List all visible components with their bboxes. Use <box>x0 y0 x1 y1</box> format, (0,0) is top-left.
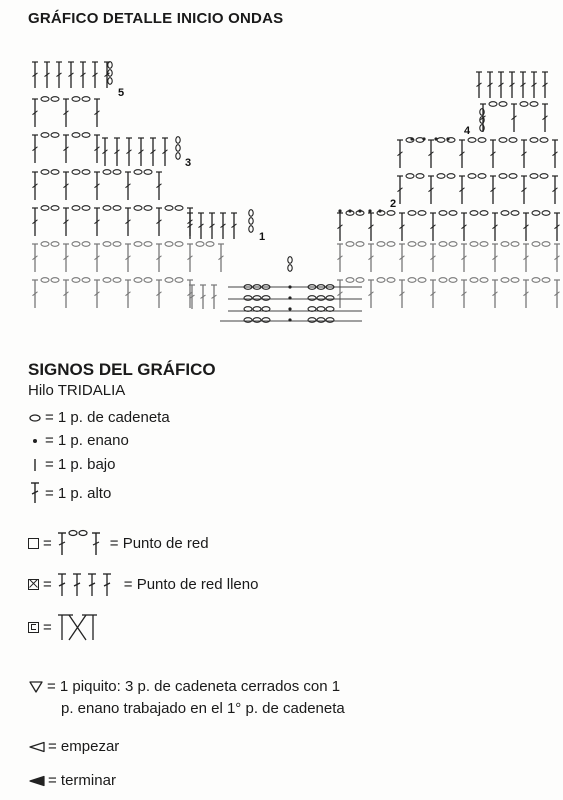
chain-stitch <box>41 206 49 211</box>
slip-stitch <box>288 285 291 288</box>
row-label-5: 5 <box>118 87 125 99</box>
chain-stitch <box>72 206 80 211</box>
chain-stitch <box>308 318 316 323</box>
chain-stitch <box>317 296 325 301</box>
chain-stitch <box>520 102 528 107</box>
legend-item-crossed-stitch <box>28 612 100 642</box>
chain-icon <box>28 413 42 423</box>
chain-stitch <box>51 97 59 102</box>
chain-stitch <box>82 170 90 175</box>
chain-stitch <box>408 211 416 216</box>
legend-item-double-crochet <box>28 482 111 504</box>
chain-stitch <box>356 278 364 283</box>
chain-stitch <box>308 296 316 301</box>
chain-stitch <box>175 206 183 211</box>
chain-stitch <box>41 133 49 138</box>
legend-item-start <box>28 738 119 755</box>
legend-item-open-mesh <box>28 529 209 557</box>
chain-stitch <box>387 211 395 216</box>
chain-stitch <box>356 242 364 247</box>
legend-text: = empezar <box>48 738 120 755</box>
chain-stitch <box>262 296 270 301</box>
chain-stitch <box>499 174 507 179</box>
crossed-stitch-icon <box>56 612 100 642</box>
legend-item-end <box>28 772 116 789</box>
chain-stitch <box>532 242 540 247</box>
legend-subtitle: Hilo TRIDALIA <box>28 382 126 399</box>
legend-item-filled-mesh <box>28 570 258 598</box>
chain-stitch <box>41 170 49 175</box>
legend-item-picot <box>28 676 345 720</box>
chain-stitch <box>447 174 455 179</box>
chain-stitch <box>103 170 111 175</box>
chain-stitch <box>244 318 252 323</box>
chain-stitch <box>144 170 152 175</box>
chain-stitch <box>540 174 548 179</box>
chain-stitch <box>530 102 538 107</box>
chain-stitch <box>480 211 488 216</box>
chain-stitch <box>439 211 447 216</box>
chain-stitch <box>449 278 457 283</box>
filled-mesh-icon <box>56 570 118 598</box>
chain-stitch <box>542 242 550 247</box>
chain-stitch <box>532 211 540 216</box>
chain-stitch <box>418 242 426 247</box>
open-mesh-icon <box>56 529 104 557</box>
chain-stitch <box>206 242 214 247</box>
chain-stitch <box>530 174 538 179</box>
chain-stitch <box>542 211 550 216</box>
chain-stitch <box>509 174 517 179</box>
chain-stitch <box>41 278 49 283</box>
chain-stitch <box>387 242 395 247</box>
chain-stitch <box>439 242 447 247</box>
single-crochet-icon <box>28 457 42 473</box>
chain-stitch <box>326 318 334 323</box>
legend-item-slip-stitch <box>28 432 129 449</box>
crochet-chart <box>0 0 563 340</box>
chain-stitch <box>346 278 354 283</box>
chain-stitch <box>103 278 111 283</box>
turning-chain <box>108 70 112 77</box>
chain-stitch <box>408 242 416 247</box>
chain-stitch <box>103 242 111 247</box>
chain-stitch <box>377 278 385 283</box>
turning-chain <box>176 153 180 160</box>
picot-icon <box>28 680 44 694</box>
open-mesh-box-icon <box>28 538 39 549</box>
chain-stitch <box>82 97 90 102</box>
chain-stitch <box>51 278 59 283</box>
chain-stitch <box>408 278 416 283</box>
chain-stitch <box>439 278 447 283</box>
chain-stitch <box>72 97 80 102</box>
chain-stitch <box>470 211 478 216</box>
chain-stitch <box>530 138 538 143</box>
equals-sign: = <box>43 534 52 552</box>
chain-stitch <box>113 170 121 175</box>
chain-stitch <box>317 318 325 323</box>
chain-stitch <box>511 242 519 247</box>
slip-stitch <box>288 296 291 299</box>
chain-stitch <box>113 242 121 247</box>
chain-stitch <box>501 211 509 216</box>
chain-stitch <box>499 102 507 107</box>
chain-stitch <box>416 174 424 179</box>
chain-stitch <box>72 170 80 175</box>
chain-stitch <box>72 133 80 138</box>
turning-chain <box>249 226 253 233</box>
chain-stitch <box>540 138 548 143</box>
legend-title: SIGNOS DEL GRÁFICO <box>28 360 216 379</box>
chain-stitch <box>470 278 478 283</box>
chain-stitch <box>113 278 121 283</box>
chain-stitch <box>449 242 457 247</box>
double-crochet-icon <box>28 482 42 504</box>
legend-text: = 1 p. de cadeneta <box>45 409 170 426</box>
chain-stitch <box>103 206 111 211</box>
legend-text: = 1 piquito: 3 p. de cadeneta cerrados con 1 <box>47 678 341 695</box>
chain-stitch <box>418 211 426 216</box>
legend-text: = Punto de red <box>109 534 209 552</box>
chain-stitch <box>82 278 90 283</box>
chain-stitch <box>113 206 121 211</box>
chain-stitch <box>165 242 173 247</box>
legend-item-chain <box>28 409 170 426</box>
row-label-2: 2 <box>390 198 397 210</box>
chain-stitch <box>82 242 90 247</box>
chain-stitch <box>468 138 476 143</box>
chart-stitches <box>32 62 560 323</box>
chain-stitch <box>509 138 517 143</box>
turning-chain <box>288 265 292 272</box>
chain-stitch <box>134 170 142 175</box>
chain-stitch <box>82 206 90 211</box>
chain-stitch <box>542 278 550 283</box>
equals-sign: = <box>43 618 52 636</box>
turning-chain <box>249 210 253 217</box>
chain-stitch <box>82 133 90 138</box>
chain-stitch <box>134 242 142 247</box>
chain-stitch <box>418 278 426 283</box>
chain-stitch <box>72 278 80 283</box>
chain-stitch <box>501 242 509 247</box>
chain-stitch <box>326 296 334 301</box>
slip-stitch <box>288 318 291 321</box>
chain-stitch <box>437 174 445 179</box>
legend-text: = 1 p. alto <box>45 484 112 502</box>
chain-stitch <box>499 138 507 143</box>
chain-stitch <box>51 206 59 211</box>
chain-stitch <box>449 211 457 216</box>
chain-stitch <box>144 242 152 247</box>
filled-mesh-box-icon <box>28 579 39 590</box>
chain-stitch <box>134 206 142 211</box>
chain-stitch <box>480 278 488 283</box>
chain-stitch <box>478 174 486 179</box>
row-label-4: 4 <box>464 125 471 137</box>
chain-stitch <box>480 242 488 247</box>
chain-stitch <box>406 174 414 179</box>
chain-stitch <box>41 97 49 102</box>
chain-stitch <box>478 138 486 143</box>
legend-text-continued: p. enano trabajado en el 1° p. de cadeneta <box>61 700 345 717</box>
chain-stitch <box>262 318 270 323</box>
slip-stitch-icon <box>28 436 42 446</box>
chain-stitch <box>196 242 204 247</box>
chain-stitch <box>387 278 395 283</box>
chain-stitch <box>346 242 354 247</box>
chain-stitch <box>253 296 261 301</box>
row-label-3: 3 <box>185 157 192 169</box>
turning-chain <box>176 145 180 152</box>
chain-stitch <box>165 206 173 211</box>
chain-stitch <box>501 278 509 283</box>
slip-stitch <box>338 209 341 212</box>
chain-stitch <box>244 296 252 301</box>
legend-text: = Punto de red lleno <box>123 575 259 593</box>
turning-chain <box>108 62 112 69</box>
chain-stitch <box>511 211 519 216</box>
chain-stitch <box>165 278 173 283</box>
page-title: GRÁFICO DETALLE INICIO ONDAS <box>28 10 284 27</box>
chain-stitch <box>51 242 59 247</box>
chain-stitch <box>51 170 59 175</box>
chain-stitch <box>377 242 385 247</box>
turning-chain <box>249 218 253 225</box>
chain-stitch <box>253 318 261 323</box>
chain-stitch <box>144 206 152 211</box>
legend-text: = 1 p. bajo <box>45 456 116 473</box>
chain-stitch <box>134 278 142 283</box>
chain-stitch <box>437 138 445 143</box>
legend-text: = 1 p. enano <box>45 432 129 449</box>
chain-stitch <box>489 102 497 107</box>
slip-stitch <box>288 307 291 310</box>
legend-text: = terminar <box>48 772 116 789</box>
row-label-1: 1 <box>259 231 266 243</box>
crossed-stitch-box-icon <box>28 622 39 633</box>
legend-item-single-crochet <box>28 456 115 473</box>
chain-stitch <box>532 278 540 283</box>
turning-chain <box>108 78 112 85</box>
chain-stitch <box>175 242 183 247</box>
end-arrow-icon <box>28 775 46 787</box>
turning-chain <box>288 257 292 264</box>
chain-stitch <box>144 278 152 283</box>
chain-stitch <box>41 242 49 247</box>
start-arrow-icon <box>28 741 46 753</box>
chain-stitch <box>468 174 476 179</box>
chain-stitch <box>72 242 80 247</box>
chain-stitch <box>511 278 519 283</box>
chain-stitch <box>51 133 59 138</box>
slip-stitch <box>368 209 371 212</box>
chain-stitch <box>470 242 478 247</box>
equals-sign: = <box>43 575 52 593</box>
turning-chain <box>176 137 180 144</box>
chain-stitch <box>175 278 183 283</box>
